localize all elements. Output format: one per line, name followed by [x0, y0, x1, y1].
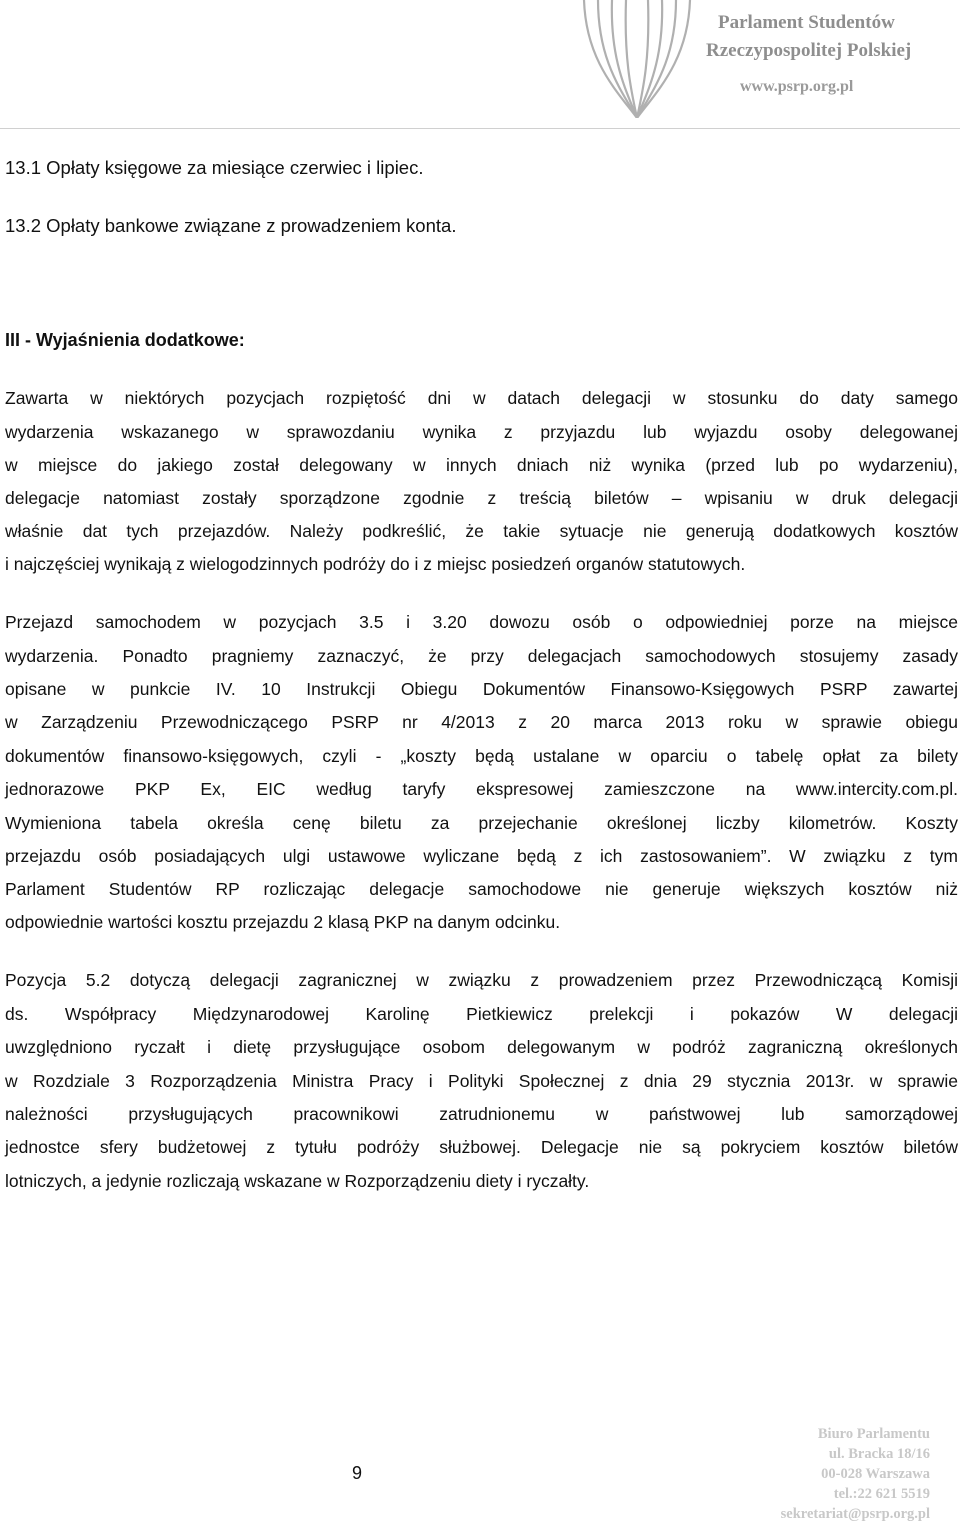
paragraph-line: Zawarta w niektórych pozycjach rozpiętość dni w datach delegacji w stosunku do daty samego	[5, 388, 958, 408]
paragraph-line: i najczęściej wynikają z wielogodzinnych podróży do i z miejsc posiedzeń organów statutowych.	[5, 554, 746, 574]
list-item: 13.2 Opłaty bankowe związane z prowadzeniem konta.	[5, 215, 457, 236]
paragraph-line: Pozycja 5.2 dotyczą delegacji zagranicznej w związku z prowadzeniem przez Przewodniczącą Komisji	[5, 970, 958, 990]
stamp-line: tel.:22 621 5519	[833, 1486, 930, 1502]
paragraph-line: dokumentów finansowo-księgowych, czyli - „koszty będą ustalane w oparciu o tabelę opłat za bilety	[5, 746, 958, 766]
paragraph-line: delegacje natomiast zostały sporządzone zgodnie z treścią biletów – wpisaniu w druk delegacji	[5, 488, 958, 508]
paragraph-line: Przejazd samochodem w pozycjach 3.5 i 3.20 dowozu osób o odpowiedniej porze na miejsce	[5, 612, 958, 632]
section-heading: III - Wyjaśnienia dodatkowe:	[5, 330, 245, 350]
paragraph-line: należności przysługujących pracownikowi zatrudnionemu w państwowej lub samorządowej	[5, 1104, 958, 1124]
page-number: 9	[352, 1463, 363, 1483]
paragraph-line: wydarzenia wskazanego w sprawozdaniu wynika z przyjazdu lub wyjazdu osoby delegowanej	[5, 422, 958, 442]
paragraph-line: właśnie dat tych przejazdów. Należy podkreślić, że takie sytuacje nie generują dodatkowych kosztów	[5, 521, 958, 541]
paragraph-line: wydarzenia. Ponadto pragniemy zaznaczyć, że przy delegacjach samochodowych stosujemy zasady	[5, 646, 958, 666]
logo-title-line1: Parlament Studentów	[718, 12, 895, 33]
paragraph-line: odpowiednie wartości kosztu przejazdu 2 klasą PKP na danym odcinku.	[5, 912, 561, 932]
paragraph-line: Wymieniona tabela określa cenę biletu za przejechanie określonej liczby kilometrów. Koszty	[5, 813, 958, 833]
paragraph-line: w miejsce do jakiego został delegowany w innych dniach niż wynika (przed lub po wydarzeniu),	[5, 455, 958, 475]
paragraph-line: przejazdu osób posiadających ulgi ustawowe wyliczane będą z ich zastosowaniem”. W związku z tym	[5, 846, 958, 866]
paragraph-line: jednostce sfery budżetowej z tytułu podróży służbowej. Delegacje nie są pokryciem kosztów biletów	[5, 1137, 958, 1157]
logo-title-line2: Rzeczypospolitej Polskiej	[706, 40, 912, 61]
paragraph-line: w Rozdziale 3 Rozporządzenia Ministra Pracy i Polityki Społecznej z dnia 29 stycznia 2013r. w sprawie	[5, 1071, 958, 1091]
paragraph-line: w Zarządzeniu Przewodniczącego PSRP nr 4/2013 z 20 marca 2013 roku w sprawie obiegu	[5, 712, 958, 732]
paragraph-line: uwzględniono ryczałt i dietę przysługujące osobom delegowanym w podróż zagraniczną określonych	[5, 1037, 958, 1057]
paragraph-line: opisane w punkcie IV. 10 Instrukcji Obiegu Dokumentów Finansowo-Księgowych PSRP zawartej	[5, 679, 958, 699]
paragraph-line: Parlament Studentów RP rozliczając delegacje samochodowe nie generuje większych kosztów niż	[5, 879, 958, 899]
paragraph-line: lotniczych, a jedynie rozliczają wskazane w Rozporządzeniu diety i ryczałty.	[5, 1171, 590, 1191]
psrp-logo-icon	[576, 0, 698, 118]
stamp-line: ul. Bracka 18/16	[828, 1446, 930, 1462]
stamp-line: Biuro Parlamentu	[817, 1426, 930, 1442]
logo-url: www.psrp.org.pl	[740, 78, 854, 95]
office-stamp	[781, 1424, 930, 1524]
list-item: 13.1 Opłaty księgowe za miesiące czerwiec i lipiec.	[5, 157, 424, 178]
header-divider	[0, 128, 960, 129]
paragraph-line: jednorazowe PKP Ex, EIC według taryfy ekspresowej zamieszczone na www.intercity.com.pl.	[5, 779, 958, 799]
stamp-line: sekretariat@psrp.org.pl	[780, 1506, 930, 1522]
paragraph-line: ds. Współpracy Międzynarodowej Karolinę Pietkiewicz prelekcji i pokazów W delegacji	[5, 1004, 958, 1024]
stamp-line: 00-028 Warszawa	[821, 1466, 930, 1482]
